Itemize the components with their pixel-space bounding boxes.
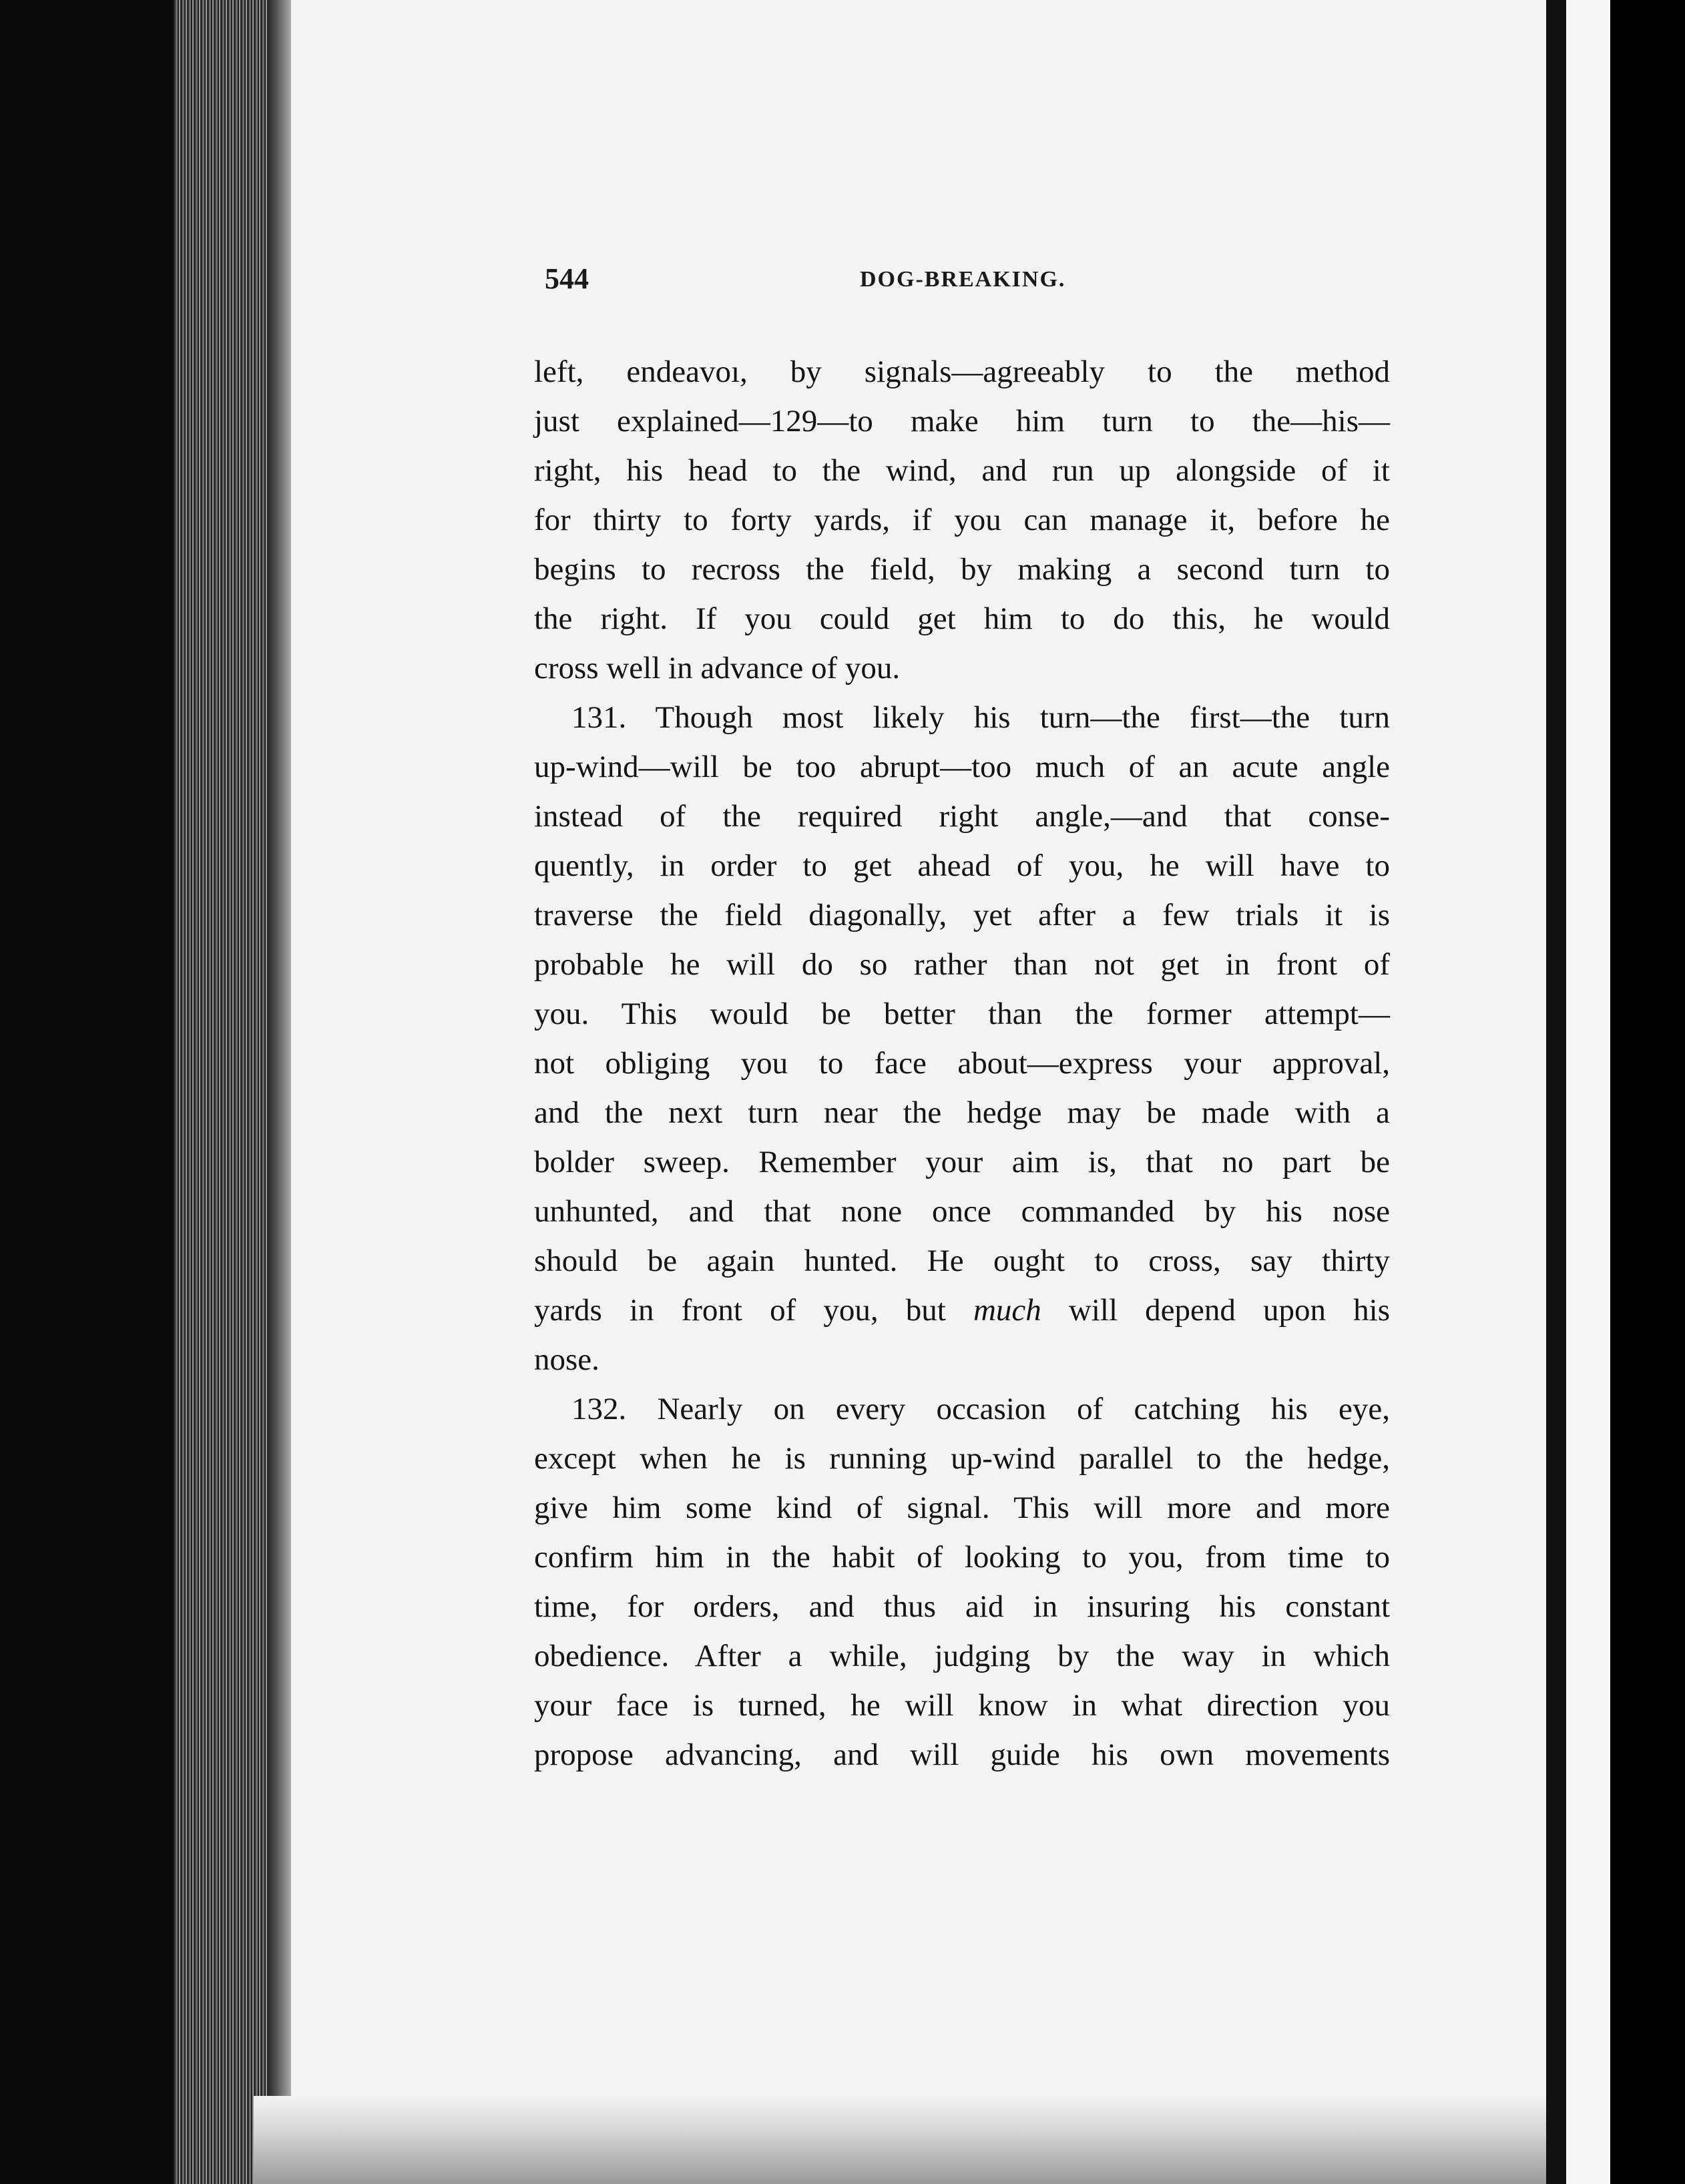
text-line: probable he will do so rather than not get in front of [534,947,1390,982]
body-text [534,347,1390,1780]
page-bottom-shadow [254,2096,1562,2184]
text-line: nose. [534,1342,599,1377]
scanner-background-right [1610,0,1685,2184]
text-segment: yards in front of you, but [534,1293,973,1328]
text-segment: will depend upon his [1041,1293,1390,1328]
text-line: left, endeavoı, by signals—agreeably to the method [534,354,1390,389]
text-line: right, his head to the wind, and run up alongside of it [534,453,1390,488]
italic-emphasis: much [973,1293,1041,1328]
text-line: bolder sweep. Remember your aim is, that no part be [534,1145,1390,1179]
gutter-shadow [267,0,294,2184]
text-line: not obliging you to face about—express your approval, [534,1046,1390,1081]
text-line: quently, in order to get ahead of you, he will have to [534,848,1390,883]
facing-page-edge [1546,0,1566,2184]
text-line: time, for orders, and thus aid in insuring his constant [534,1589,1390,1624]
text-line: just explained—129—to make him turn to the—his— [534,404,1390,439]
text-line: instead of the required right angle,—and that conse- [534,799,1390,834]
text-line: cross well in advance of you. [534,651,901,686]
text-line: for thirty to forty yards, if you can manage it, before he [534,503,1390,537]
text-line: give him some kind of signal. This will more and more [534,1490,1390,1525]
text-line: you. This would be better than the former attempt— [534,997,1390,1031]
running-title: DOG-BREAKING. [860,267,1066,292]
text-line: your face is turned, he will know in what direction you [534,1688,1390,1723]
paragraph-131-start: 131. Though most likely his turn—the first—the turn [571,700,1390,735]
paragraph-132-start: 132. Nearly on every occasion of catching his eye, [571,1392,1390,1426]
text-line: the right. If you could get him to do this, he would [534,601,1390,636]
running-head [545,262,1393,308]
scanner-background [0,0,194,2184]
text-line: propose advancing, and will guide his own movements [534,1737,1390,1772]
text-line: traverse the field diagonally, yet after a few trials it is [534,898,1390,932]
text-line: should be again hunted. He ought to cross, say thirty [534,1244,1390,1278]
book-page-edges [174,0,274,2184]
text-line: up-wind—will be too abrupt—too much of an acute angle [534,750,1390,784]
text-line: and the next turn near the hedge may be made with a [534,1095,1390,1130]
page-number: 544 [545,262,589,295]
text-line: except when he is running up-wind parallel to the hedge, [534,1441,1390,1476]
text-line: unhunted, and that none once commanded by his nose [534,1194,1390,1229]
text-line: obedience. After a while, judging by the way in which [534,1639,1390,1673]
text-line-with-italic [534,1286,1390,1335]
facing-page-strip [1566,0,1610,2184]
text-line: confirm him in the habit of looking to you, from time to [534,1540,1390,1575]
text-line: begins to recross the field, by making a second turn to [534,552,1390,587]
